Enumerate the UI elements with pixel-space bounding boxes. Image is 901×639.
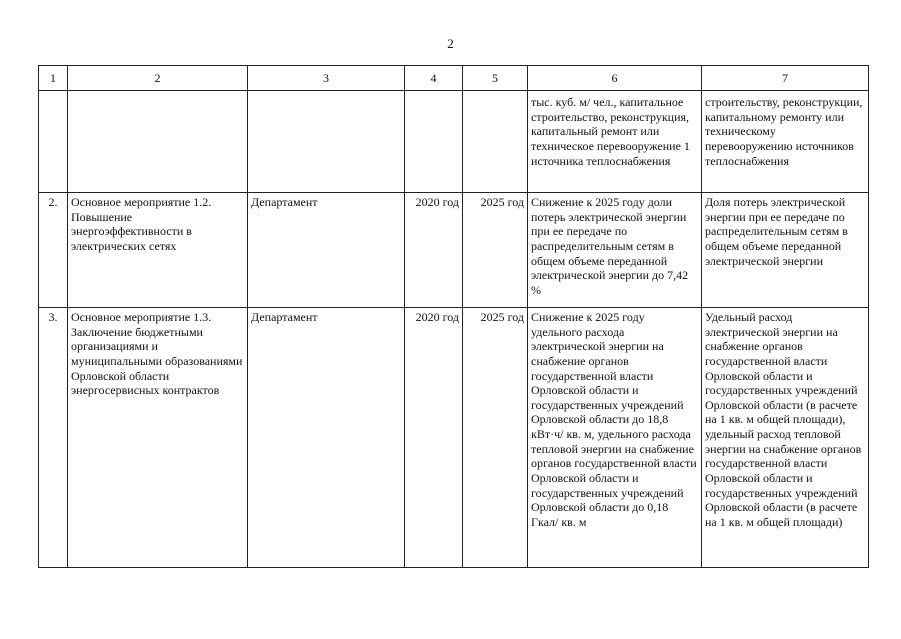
page-number: 2 — [447, 36, 454, 51]
measure-name: Основное мероприятие 1.2. Повышение энергоэффективности в электрических сетях — [68, 193, 248, 308]
table-row — [39, 193, 869, 308]
empty-cell — [405, 91, 463, 193]
header-row — [39, 66, 869, 91]
header-col-4: 4 — [405, 66, 463, 91]
end-year: 2025 год — [463, 193, 528, 308]
start-year: 2020 год — [405, 308, 463, 568]
measure-name: Основное мероприятие 1.3. Заключение бюджетными организациями и муниципальными образованиями Орловской области энергосервисных контрактов — [68, 308, 248, 568]
header-col-5: 5 — [463, 66, 528, 91]
table-row — [39, 308, 869, 568]
continuation-row — [39, 91, 869, 193]
header-col-3: 3 — [248, 66, 405, 91]
indicator: Удельный расход электрической энергии на снабжение органов государственной власти Орловской области и государственных учреждений Орловской области (в расчете на 1 кв. м общей площади), удельный расход тепловой энергии на снабжение органов государственной власти Орловской области и государственных учреждений Орловской области (в расчете на 1 кв. м общей площади) — [702, 308, 869, 568]
empty-cell — [463, 91, 528, 193]
executor: Департамент — [248, 193, 405, 308]
empty-cell — [39, 91, 68, 193]
empty-cell — [68, 91, 248, 193]
measures-table — [38, 65, 869, 568]
empty-cell — [248, 91, 405, 193]
continuation-indicator: строительству, реконструкции, капитальному ремонту или техническому перевооружению источников теплоснабжения — [702, 91, 869, 193]
header-col-7: 7 — [702, 66, 869, 91]
end-year: 2025 год — [463, 308, 528, 568]
row-number: 3. — [39, 308, 68, 568]
executor: Департамент — [248, 308, 405, 568]
indicator: Доля потерь электрической энергии при ее передаче по распределительным сетям в общем объеме переданной электрической энергии — [702, 193, 869, 308]
expected-result: Снижение к 2025 году доли потерь электрической энергии при ее передаче по распределительным сетям в общем объеме переданной электрической энергии до 7,42 % — [528, 193, 702, 308]
start-year: 2020 год — [405, 193, 463, 308]
header-col-1: 1 — [39, 66, 68, 91]
row-number: 2. — [39, 193, 68, 308]
expected-result: Снижение к 2025 году удельного расхода электрической энергии на снабжение органов государственной власти Орловской области и государственных учреждений Орловской области до 18,8 кВт·ч/ кв. м, удельного расхода тепловой энергии на снабжение органов государственной власти Орловской области и государственных учреждений Орловской области до 0,18 Гкал/ кв. м — [528, 308, 702, 568]
continuation-result: тыс. куб. м/ чел., капитальное строительство, реконструкция, капитальный ремонт или техническое перевооружение 1 источника теплоснабжения — [528, 91, 702, 193]
header-col-2: 2 — [68, 66, 248, 91]
header-col-6: 6 — [528, 66, 702, 91]
